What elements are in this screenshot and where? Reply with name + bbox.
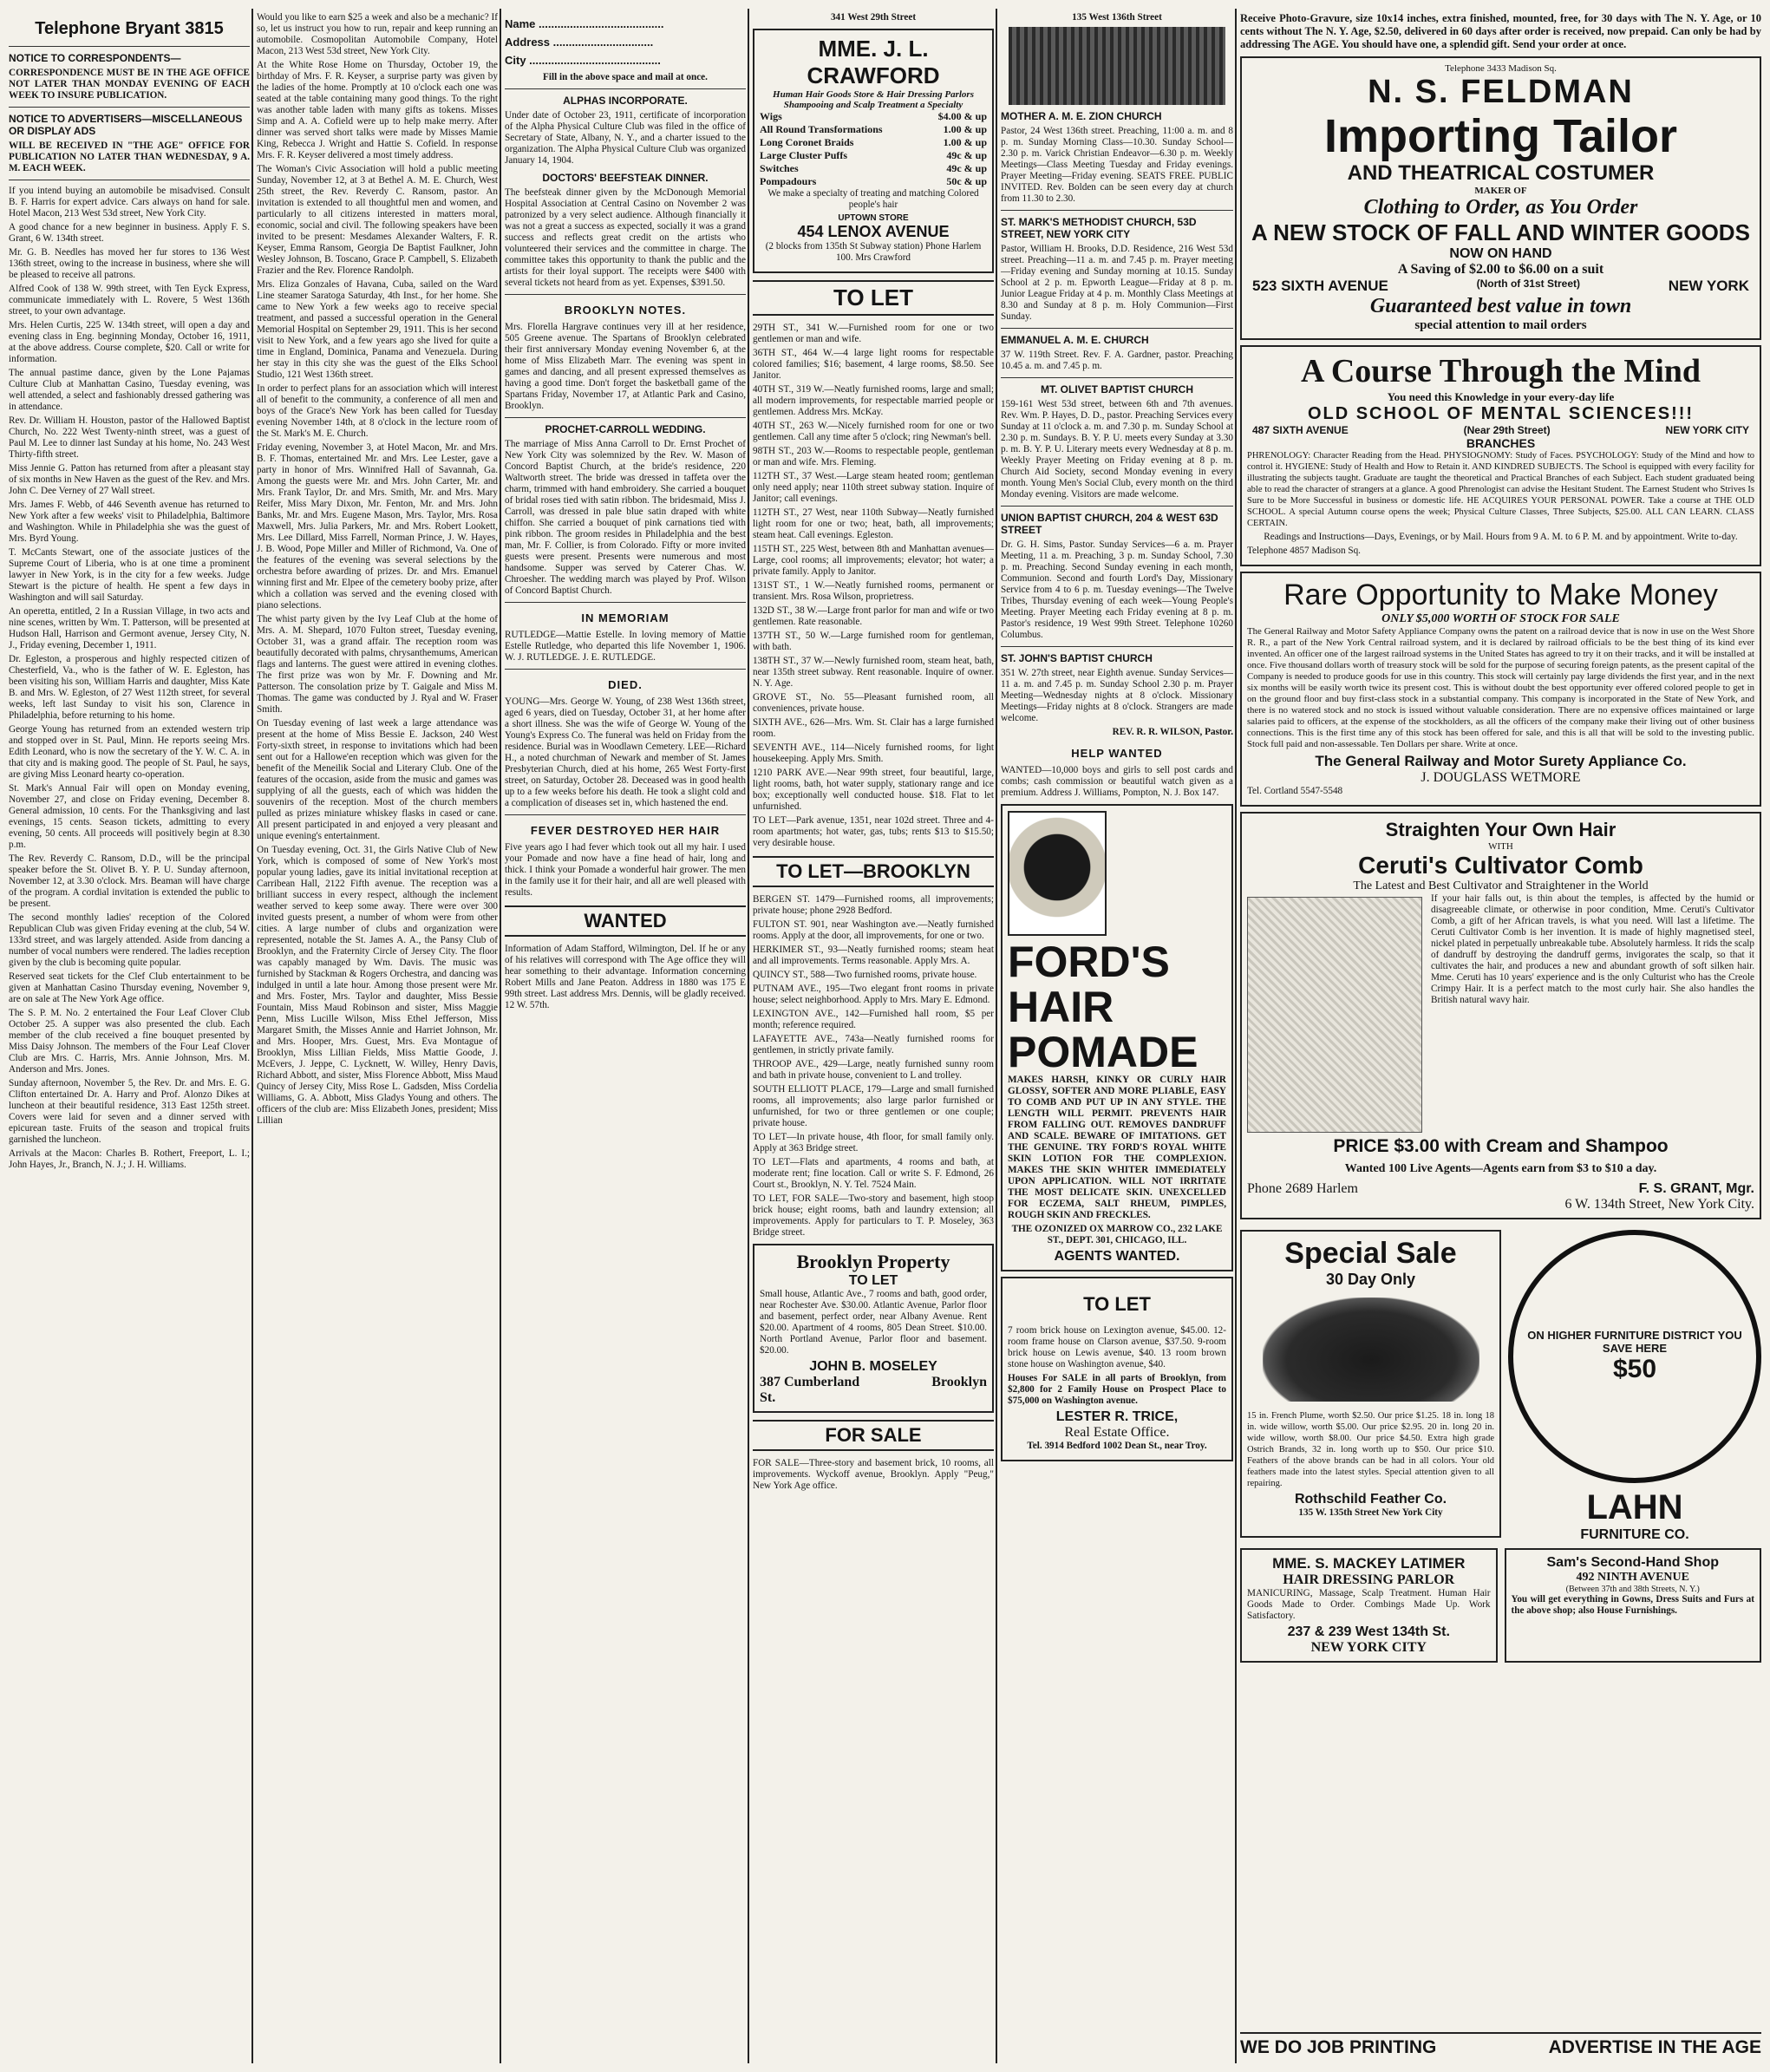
to-let-title: TO LET [753,280,994,316]
furniture-seal-icon [1508,1230,1761,1483]
doctors-text: The beefsteak dinner given by the McDonough Memorial Hospital Association at Central Casino on November 2 was patronized by a very select audience. Although financially it was not a great a success as expected, socially it was a grand success and reflects great credit on the artists who volunteered their services and the committee in charge. The committee takes this opportunity to thank the public and the artists for their loyal support. The receipts were $400 with several tickets not heard from as yet. Expenses, $391.50. [505,187,746,288]
church6-pastor: REV. R. R. WILSON, Pastor. [1112,727,1233,737]
comb-agents: Wanted 100 Live Agents—Agents earn from $3 to $10 a day. [1344,1162,1657,1175]
price-value: $4.00 & up [937,110,987,122]
feldman-near: (North of 31st Street) [1476,278,1580,290]
course-city: NEW YORK CITY [1665,424,1749,436]
column-4 [753,12,994,2060]
news-item: On Tuesday evening, Oct. 31, the Girls Native Club of New York, which is composed of some of New York's most popular young ladies, gave its initial invitational reception at Carribean Hall, 2122 Fifth avenue. The reception was a brilliant success in every respect, although the inclement weather served to keep some away. There were over 300 invited guests present, a number of whom were from other cities. A large number of clubs and organization were represented, notable the St. James A. A., the Pansy Club of Brooklyn, and the Fraternity Circle of Jersey City. The floor was capably managed by Wm. Davis. The music was furnished by Stackman & Rogers Orchestra, and dancing was indulged in until a late hour. Among those present were Mr. and Mrs. Foster, Mrs. Taylor and daughter, Miss Bessie Fountain, Miss Maud Robinson and sister, Miss Maggie Penn, Miss Lucille Wilson, Miss Ethel Jefferson, Miss Margaret Smith, the Misses Annie and Harriet Johnson, Mr. and Mrs. Hooper, Mrs. Guest, Mrs. Eva Montague of Brooklyn, Miss Lillian Fields, Miss Mattie Goode, J. McEvers, J. Jeppe, C. Lycknett, W. Willey, Henry Davis, Richard Abbott, and sister, Miss Florence Abbott, Miss Maud Quincy of Jersey City, Miss Rose L. Gadsden, Miss Cordelia Williams, G. A. Abbott, Miss Gladys Young and others. The officers of the club are: Miss Elizabeth Jones, president; Miss Lillian [257,845,498,1126]
rothschild-name: Rothschild Feather Co. [1294,1492,1447,1507]
crawford-address: 454 LENOX AVENUE [797,223,950,240]
news-item: Arrivals at the Macon: Charles B. Rothert, Freeport, L. I.; John Hayes, Jr., Branch, N. J.; J. H. Williams. [9,1148,250,1170]
to-let-listing: 115TH ST., 225 West, between 8th and Manhattan avenues—Large, cool rooms; all improvements; elevator; hot water; a private family. Apply to Janitor. [753,544,994,577]
feldman-city: NEW YORK [1668,278,1749,294]
news-item: Mr. G. B. Needles has moved her fur stores to 136 West 136th street, owing to the increase in business, where she will be pleased to receive all patrons. [9,247,250,280]
plumed-hat-icon [1263,1297,1479,1402]
price-row [760,149,987,162]
course-branches: BRANCHES [1466,436,1536,450]
news-item: Mrs. Helen Curtis, 225 W. 134th street, will open a day and evening class in Eng. beginning Monday, October 16, 1911, at the above address. Course complete, $20. Call or write for information. [9,320,250,364]
phone-header: Telephone Bryant 3815 [35,19,224,38]
church3-title: EMMANUEL A. M. E. CHURCH [1001,334,1149,346]
divider [505,602,746,603]
rothschild-address: 135 W. 135th Street New York City [1298,1507,1443,1518]
to-let-listing: 112TH ST., 37 West.—Large steam heated room; gentleman only need apply; near 110th street subway station. Inquire of Janitor; call evenings. [753,471,994,504]
news-item: T. McCants Stewart, one of the associate justices of the Supreme Court of Liberia, who is at one time a prominent lawyer in New York, is in the city for a few weeks. Judge Stewart is the picture of health. He spent a few days in Washington and will sail Saturday. [9,547,250,603]
news-item: Sunday afternoon, November 5, the Rev. Dr. and Mrs. E. G. Clifton entertained Dr. A. Harry and Prof. Alonzo Dikes at luncheon at their beautiful residence, 313 East 125th street. Covers were laid for seven and a dinner served with epicurean taste. Fruits of the season and tropical fruits garnished the luncheon. [9,1078,250,1145]
special-sale-ad [1240,1230,1501,1538]
news-item: Alfred Cook of 138 W. 99th street, with Ten Eyck Express, communicate immediately with L. Rovere, 5 West 136th street, to your own advantage. [9,284,250,317]
to-let-brooklyn-listing: HERKIMER ST., 93—Neatly furnished rooms; steam heat and all improvements. Terms reasonable. Apply Mrs. A. [753,944,994,966]
church6-text: 351 W. 27th street, near Eighth avenue. Sunday Services—11 a. m. and 7.45 p. m. Sunday School 2.30 p. m. Prayer Meeting—Wednesday nights at 8 o'clock. Missionary Meetings—Friday nights at 8 o'clock. Strangers are made welcome. [1001,668,1233,723]
to-let-listing: 98TH ST., 203 W.—Rooms to respectable people, gentleman or man and wife. Mrs. Fleming. [753,446,994,467]
died-title: DIED. [608,678,643,691]
memoriam-text: RUTLEDGE—Mattie Estelle. In loving memory of Mattie Estelle Rutledge, who departed this life November 1, 1906. W. J. RUTLEDGE. J. E. RUTLEDGE. [505,630,746,663]
feldman-title: Importing Tailor [1324,110,1677,162]
feldman-maker: MAKER OF [1474,186,1527,196]
church1-text: Pastor, 24 West 136th street. Preaching, 11:00 a. m. and 8 p. m. Sunday Morning Class—10.30. Sunday School—2.30 p. m. Varick Christian Endeavor—6.30 p. m. Weekly Meetings—Class Meeting Tuesday and Friday evenings. Prayer Meeting—Friday evening. SEATS FREE. PUBLIC INVITED. Rev. Bolden can be seen every day at church from 11.30 to 2.30. [1001,126,1233,204]
to-let-brooklyn-title: TO LET—BROOKLYN [753,856,994,887]
crawford-sub: Human Hair Goods Store & Hair Dressing Parlors [773,89,974,100]
price-value: 49c & up [946,149,987,161]
church5-title: UNION BAPTIST CHURCH, 204 & WEST 63D STREET [1001,512,1218,536]
comb-company: F. S. GRANT, Mgr. [1638,1181,1754,1196]
crawford-store: UPTOWN STORE [838,213,909,223]
rare-title: Rare Opportunity to Make Money [1283,578,1718,611]
to-let-listing: 112TH ST., 27 West, near 110th Subway—Neatly furnished light room for one or two; heat, bath, all improvements; steam heat. Call evenings. Egleston. [753,507,994,540]
wanted-text: Information of Adam Stafford, Wilmington, Del. If he or any of his relatives will correspond with The Age office they will hear something to their advantage. Information concerning Robert Mills and Jane Peaton. Address in 1880 was 175 E 99th street. Last address Mrs. Dennis, will be gladly received. 12 W. 57th. [505,944,746,1010]
to-let-brooklyn-listing: FULTON ST. 901, near Washington ave.—Neatly furnished rooms. Apply at the door, all improvements, for one or two. [753,919,994,941]
news-item: Mrs. Eliza Gonzales of Havana, Cuba, sailed on the Ward Line steamer Saratoga Saturday, 4th Inst., for her home. She came to New York a few weeks ago to receive special treatment, and passed a successful operation in the General Memorial Hospital on September 29, 1911. This is her second visit to New York, and a few years ago she lived for quite a time in England, Dominica, Panama and Venezuela. During her stay in this city she was the guest of the Elks School Studio, 121 West 136th street. [257,279,498,380]
brooklyn-notes-text: Mrs. Florella Hargrave continues very ill at her residence, 505 Greene avenue. The Spartans of Brooklyn celebrated their first anniversary Monday evening November 6, at the home of Miss Elizabeth Marr. The evening was spent in games and dancing, and all present expressed themselves as having a good time. Don't forget the basketball game of the Spartans Friday, November 17, at Atlantic Park and Casino, Brooklyn. [505,322,746,411]
crawford-sub2: Shampooing and Scalp Treatment a Specialty [783,100,963,110]
course-hours: Readings and Instructions—Days, Evenings, or by Mail. Hours from 9 A. M. to 6 P. M. and by appointment. Write to-day. [1264,532,1738,542]
news-item: Reserved seat tickets for the Clef Club entertainment to be given at Manhattan Casino Thursday evening, November 9, are on sale at The New York Age office. [9,971,250,1004]
to-let-brooklyn-ad [1001,1277,1233,1461]
latimer-text: MANICURING, Massage, Scalp Treatment. Human Hair Goods Made to Order. Combings Made Up. Work Satisfactory. [1247,1588,1491,1621]
memoriam-title: IN MEMORIAM [581,611,669,624]
doctors-title: DOCTORS' BEEFSTEAK DINNER. [542,172,709,184]
bottom-banner [1240,2032,1761,2058]
sam-title: Sam's Second-Hand Shop [1546,1555,1719,1570]
price-item: All Round Transformations [760,123,883,135]
church4-title: MT. OLIVET BAPTIST CHURCH [1041,383,1193,395]
column-rule [1235,9,1237,2063]
news-item: George Young has returned from an extended western trip and stopped over in St. Paul, Minn. He reports seeing Mrs. Edith Leonard, who is now the secretary of the Y. W. C. A. in that city and is making good. The people of St. Paul, he says, are giving Miss Leonard hearty co-operation. [9,724,250,780]
to-let-brooklyn-listing: THROOP AVE., 429—Large, neatly furnished sunny room and bath in private house, convenient to L and trolley. [753,1059,994,1081]
price-item: Switches [760,162,799,174]
feldman-address-row [1247,278,1754,295]
news-item: Mrs. James F. Webb, of 446 Seventh avenue has returned to New York after a few weeks' visit to Philadelphia, Baltimore and Washington. While in Philadelphia she was the guest of Mrs. Byrd Young. [9,500,250,544]
price-row [760,136,987,149]
sam-address: 492 NINTH AVENUE [1576,1571,1689,1584]
to-let-brooklyn-listing: TO LET—In private house, 4th floor, for small family only. Apply at 363 Bridge street. [753,1132,994,1154]
lahn-title: LAHN [1586,1488,1683,1526]
column-rule [748,9,749,2063]
seal-price: $50 [1612,1355,1657,1383]
sale-title: Special Sale [1284,1237,1457,1270]
divider [9,46,250,47]
price-row [760,175,987,188]
for-sale-title: FOR SALE [753,1420,994,1451]
church1-title: MOTHER A. M. E. ZION CHURCH [1001,110,1162,122]
divider [505,814,746,815]
moseley-address: 387 Cumberland St. [760,1375,860,1405]
price-value: 1.00 & up [943,123,987,135]
to-let-brooklyn-listing: TO LET—Flats and apartments, 4 rooms and bath, at moderate rent; fine location. Call or write S. F. Edmond, 26 Court st., Brooklyn, N. Y. Tel. 7524 Main. [753,1157,994,1190]
column-6 [1240,12,1761,2060]
fords-text: MAKES HARSH, KINKY OR CURLY HAIR GLOSSY, SOFTER AND MORE PLIABLE, EASY TO COMB AND PUT UP IN ANY STYLE. THE LENGTH WILL PERMIT. PREVENTS HAIR FROM FALLING OUT. REMOVES DANDRUFF AND SCALE. BEWARE OF IMITATIONS. GET THE GENUINE. TRY FORD'S ROYAL WHITE SKIN LOTION FOR THE COMPLEXION. MAKES THE SKIN WHITER IMMEDIATELY UPON APPLICATION. WILL NOT IRRITATE THE MOST DELICATE SKIN. UNEXCELLED FOR ECZEMA, SALT RHEUM, PIMPLES, ROUGH SKIN AND FRECKLES. [1008,1075,1226,1220]
feldman-ad [1240,56,1761,340]
to-let-listing: 1210 PARK AVE.—Near 99th street, four beautiful, large, light rooms, bath, hot water supply, stationary range and ice box; exceptionally well conducted house. $18. Flat to let unfurnished. [753,768,994,812]
comb-contact [1505,1181,1755,1212]
alphas-text: Under date of October 23, 1911, certificate of incorporation of the Alpha Physical Culture Club was filed in the office of Secretary of State, Albany, N. Y., and a charter issued to the organization. The Alpha Physical Culture Club was organized January 14, 1904. [505,110,746,166]
feldman-now: NOW ON HAND [1449,246,1552,261]
to-let2-title: TO LET [1083,1293,1151,1315]
latimer-sam-row [1240,1543,1761,1668]
to-let-brooklyn-listing: QUINCY ST., 588—Two furnished rooms, private house. [753,970,977,980]
news-item: An operetta, entitled, 2 In a Russian Village, in two acts and nine scenes, written by Wm. T. Patterson, will be presented at Hudson Hall, Harrison and Germont avenue, Jersey City, N. J., Friday evening, December 1, 1911. [9,606,250,650]
price-row [760,123,987,136]
to-let-listing: GROVE ST., No. 55—Pleasant furnished room, all conveniences, private house. [753,692,994,714]
to-let-listing: 131ST ST., 1 W.—Neatly furnished rooms, permanent or transient. Mrs. Rosa Wilson, proprietress. [753,580,994,602]
to-let-brooklyn-listing: SOUTH ELLIOTT PLACE, 179—Large and small furnished rooms, all improvements; also large parlor furnished or unfurnished, for two or three gentlemen or one couple; private house. [753,1084,994,1128]
woman-portrait-icon [1008,811,1107,936]
column-3 [505,12,746,2060]
brooklyn-property-sub: TO LET [848,1273,898,1288]
news-item: The Rev. Reverdy C. Ransom, D.D., will be the principal speaker before the St. Olivet B. Y. P. U. Sunday afternoon, November 12, at 3.30 o'clock. Mrs. Beaman will have charge of the program. A cordial invitation is extended the public to be present. [9,853,250,909]
sale-text: 15 in. French Plume, worth $2.50. Our price $1.25. 18 in. long 18 in. wide willow, worth $5.00. Our price $2.95. 20 in. long 20 in. wide willow, worth $8.00. Our price $4.50. Extra high grade Ostrich Brands, 32 in. long worth up to $50. Our price $10. Feathers of the above brands can be had in all colors. Your old feathers made into the latest styles. Special attention given to all repairing. [1247,1411,1494,1488]
job-printing-banner: WE DO JOB PRINTING [1240,2037,1437,2057]
rare-text: The General Railway and Motor Safety Appliance Company owns the patent on a railroad device that is now in use on the West Shore R. R., a part of the New York Central railroad system, and it is declared by railroad officials to be the best thing of its kind ever invented. An officer one of the largest railroad systems in the United States has agreed to try it on their tracks, and it will be installed at once. Five thousand dollars worth of treasury stock will be sold for the purpose of securing foreign patents, as the present capital of the Company is needed to produce goods for use in this country. This stock will certainly pay large dividends the first year, and in the next six months will be easily worth twice its present cost. This is without doubt the best opportunity ever offered colored people to get in on the ground floor and buy first-class stock in a substantial company. This company is incorporated in the State of New York, and there is no watered stock and no stock is issued without valuable consideration. There are no expensive offices maintained or large salaries paid to officers, at the expense of the stockholders, as all the officers of the company make their living out of other business connections. This is the first time any of this stock has been offered for sale, and this is all that will be sold to the investing public. Stock full paid and non-assessable. Ten Dollars per share. Write at once. [1247,626,1754,749]
price-row [760,162,987,175]
fords-agents: AGENTS WANTED. [1054,1249,1180,1264]
news-item: The Woman's Civic Association will hold a public meeting Sunday, November 12, at 3 at Bethel A. M. E. Church, West 25th street, the Rev. Reverdy C. Ransom, pastor. An invitation is extended to all thoughtful men and women, and particularly to all citizens interested in matters moral, economic, social and civil. The following speakers have been invited to be present: Mesdames Alexander Walters, F. R. Keyser, Emma Ransom, Georgia De Baptist Faulkner, John Wesley Johnson, B. Toscano, Grace P. Campbell, S. Elizabeth Frazier and the Rev. Florence Randolph. [257,164,498,276]
col2-news-items [257,12,498,1127]
divider [505,88,746,89]
news-item: Dr. Egleston, a prosperous and highly respected citizen of Chesterfield, Va., who is the father of W. E. Egleston, has been visiting his son, William Harris and daughter, Miss Kate B. and Mrs. W. Egleston, of 27 West 112th street, for several weeks, left last Sunday to visit his son, Clarence in Philadelphia, before returning to his home. [9,654,250,721]
sale-furniture-row [1240,1225,1761,1543]
column-5 [1001,12,1233,2060]
church-top-text: 135 West 136th Street [1072,12,1162,23]
brooklyn-property-title: Brooklyn Property [796,1251,950,1272]
feldman-clothing: Clothing to Order, as You Order [1363,196,1638,219]
moseley-name: JOHN B. MOSELEY [809,1359,937,1374]
comb-phone: Phone 2689 Harlem [1247,1181,1358,1196]
news-item: Would you like to earn $25 a week and also be a mechanic? If so, let us instruct you how to run, repair and keep running an automobile. Cosmopolitan Automobile Company, Hotel Macon, 213 West 53d street, New York City. [257,12,498,56]
photogravure-offer: Receive Photo-Gravure, size 10x14 inches, extra finished, mounted, free, for 30 days with The N. Y. Age, or 10 cents without The N. Y. Age, $2.50, delivered in 60 days after order is received, now prepaid. Can only be had by addressing The AGE. You should have one, a splendid gift. Send your order at once. [1240,12,1761,50]
rare-opportunity-ad [1240,572,1761,807]
course-address-row [1247,424,1754,436]
to-let2-sale: Houses For SALE in all parts of Brooklyn, from $2,800 for 2 Family House on Prospect Place to $75,000 on Washington avenue. [1008,1373,1226,1406]
crawford-ad [753,29,994,273]
column-rule [251,9,253,2063]
notice-advertisers-title: NOTICE TO ADVERTISERS—MISCELLANEOUS OR DISPLAY ADS [9,113,243,137]
sam-ad [1505,1548,1762,1663]
crawford-name: MME. J. L. CRAWFORD [807,36,940,88]
to-let-brooklyn-listing: PUTNAM AVE., 195—Two elegant front rooms in private house; select neighborhood. Apply to Mrs. Mary E. Edmond. [753,984,994,1005]
church3-text: 37 W. 119th Street. Rev. F. A. Gardner, pastor. Preaching 10.45 a. m. and 7.45 p. m. [1001,350,1233,371]
comb-title: Ceruti's Cultivator Comb [1358,852,1643,879]
course-near: (Near 29th Street) [1463,424,1551,436]
to-let-listing: 29TH ST., 341 W.—Furnished room for one or two gentlemen or man and wife. [753,323,994,344]
help-wanted-title: HELP WANTED [1071,747,1163,760]
col1-news-items [9,186,250,1171]
latimer-name: MME. S. MACKEY LATIMER [1272,1555,1466,1572]
to-let-listing: 132D ST., 38 W.—Large front parlor for man and wife or two gentlemen. Rate reasonable. [753,605,994,627]
fever-text: Five years ago I had fever which took out all my hair. I used your Pomade and now have a fine head of hair, long and thick. I think your Pomade a wonderful hair grower. The men in the family use it for their hair, and all are well pleased with results. [505,842,746,898]
church4-text: 159-161 West 53d street, between 6th and 7th avenues. Rev. Wm. P. Hayes, D. D., pastor. Preaching Services every Sunday at 11 o'clock a. m. and 7.30 p. m. Sunday School at 2.30 p. m. Sundays. B. Y. P. U. meets every Sunday at 3.30 p. m. B. Y. P. U. Literary meets every Wednesday at 8 p. m. Weekly Prayer Meeting on Friday evening at 8 p. m. Church Aid Society, second Monday evening in every month. Young Men's Social Club, every month on the third Monday evening. Visitors are made welcome. [1001,399,1233,500]
wedding-title: PROCHET-CARROLL WEDDING. [545,423,706,435]
news-item: The second monthly ladies' reception of the Colored Republican Club was given Friday evening at the club, 54 W. 133rd street, and was largely attended. Aside from dancing a number of vocal numbers were rendered. The ladies reception given by the club is becoming quite popular. [9,912,250,968]
to-let-brooklyn-listing: LAFAYETTE AVE., 743a—Neatly furnished rooms for gentlemen, in strictly private family. [753,1034,994,1056]
price-item: Long Coronet Braids [760,136,854,148]
trice-tel: Tel. 3914 Bedford 1002 Dean St., near Troy. [1027,1441,1207,1451]
notice-advertisers-text: WILL BE RECEIVED IN "THE AGE" OFFICE FOR PUBLICATION NO LATER THAN WEDNESDAY, 9 A. M. EACH WEEK. [9,141,250,173]
news-item: The annual pastime dance, given by the Lone Pajamas Culture Club at Manhattan Casino, Tuesday evening, was well attended, a select and fashionably dressed gathering was in attendance. [9,368,250,412]
lahn-sub: FURNITURE CO. [1580,1527,1689,1542]
church2-title: ST. MARK'S METHODIST CHURCH, 53D STREET, NEW YORK CITY [1001,216,1197,240]
to-let-listing: 40TH ST., 263 W.—Nicely furnished room for one or two gentlemen. Call any time after 5 o'clock; ring Newman's bell. [753,421,994,442]
to-let-brooklyn-listing: BERGEN ST. 1479—Furnished rooms, all improvements; private house; phone 2928 Bedford. [753,894,994,916]
fords-company: THE OZONIZED OX MARROW CO., 232 LAKE ST., DEPT. 301, CHICAGO, ILL. [1011,1224,1223,1245]
comb-sub: The Latest and Best Cultivator and Straightener in the World [1353,879,1649,892]
news-item: The whist party given by the Ivy Leaf Club at the home of Mrs. A. M. Shepard, 1070 Fulton street, Tuesday evening, October 31, was a grand affair. The reception room was beautifully decorated with palms, chrysanthemums, American flags and lanterns. The guest were attired in evening clothes. The first prize was won by Mr. F. Downing and Mr. Patterson. The consolation prize by T. Gaigale and Miss M. Thomas. The game was conducted by J. Ryal and W. Fraser Smith. [257,614,498,715]
feldman-saving: A Saving of $2.00 to $6.00 on a suit [1397,262,1604,277]
to-let-listing: 137TH ST., 50 W.—Large furnished room for gentleman, with bath. [753,631,994,652]
column-rule [996,9,997,2063]
divider [1001,210,1233,211]
lahn-furniture-ad [1508,1225,1761,1543]
feldman-name: N. S. FELDMAN [1368,74,1634,110]
course-tel: Telephone 4857 Madison Sq. [1247,546,1361,556]
course-address: 487 SIXTH AVENUE [1252,424,1349,436]
wedding-text: The marriage of Miss Anna Carroll to Dr. Ernst Prochet of New York City was solemnized by the Rev. W. Mason of Concord Baptist Church, at the bride's residence, 220 Waltworth street. The bride was dressed in taffeta over the charm, trimmed with hand embroidery. She carried a bouquet of bridal roses tied with satin ribbon. The bridesmaid, Miss J. Carroll, was dressed in pale blue satin draped with white chiffon. She carried a bouquet of pink carnations tied with pink ribbon. The groom resides in Philadelphia and the best man, Mr. F. Collier, is from Colorado. Fifty or more invited guests were present. Presents were numerous and most handsome. Supper was served by Caterer Chas. W. Chroesher. The wedding march was played by Prof. Wilson of Concord Baptist Church. [505,439,746,596]
fever-title: FEVER DESTROYED HER HAIR [530,824,721,837]
seal-text: ON HIGHER FURNITURE DISTRICT YOU SAVE HERE [1527,1329,1742,1355]
news-item: Miss Jennie G. Patton has returned from after a pleasant stay of six months in New Haven as the guest of the Rev. and Mrs. John C. Dee Verney of 27 Wall street. [9,463,250,496]
feldman-phone: Telephone 3433 Madison Sq. [1445,63,1557,74]
course-text: PHRENOLOGY: Character Reading from the Head. PHYSIOGNOMY: Study of Faces. PSYCHOLOGY: Study of the Mind and how to control it. HYGIENE: Study of Health and How to Retain it. AND KINDRED SUBJECTS. The School is equipped with every facility for illustrating the subjects taught. Graduate are taught the theoretical and Practical Branches of each Subject. Each student graduated being able to read the character of strangers at a glance. A good Phrenologist can advise the Hesitant Student. The Earnest Student who Strives Is Sure to be More Successful in business or domestic life. HE ACQUIRES YOUR PERSONAL POWER. Take a course at THE OLD SCHOOL. A special Autumn course opens the week; Physical Culture Classes, Three Subjects, $25.00. ALL CAN LEARN. CLASS CERTAIN. [1247,451,1754,528]
price-item: Pompadours [760,175,817,187]
subscribe-name[interactable]: Name ........................................ [505,17,664,30]
feldman-mail: special attention to mail orders [1414,318,1587,332]
price-value: 1.00 & up [943,136,987,148]
course-title: A Course Through the Mind [1300,353,1701,389]
crawford-price-list [760,110,987,188]
fords-title: FORD'S HAIR POMADE [1008,938,1199,1076]
divider [505,669,746,670]
subscribe-address[interactable]: Address ................................ [505,36,654,49]
woman-illustration-icon [1247,897,1422,1133]
column-1 [9,12,250,2060]
brooklyn-notes-title: BROOKLYN NOTES. [564,304,687,317]
news-item: Rev. Dr. William H. Houston, pastor of the Hallowed Baptist Church, No. 222 West Twenty-ninth street, was a guest of Paul M. Lee to dinner last Sunday at his home, No. 243 West Thirty-fifth street. [9,415,250,460]
trice-name: LESTER R. TRICE, [1055,1409,1179,1424]
church6-title: ST. JOHN'S BAPTIST CHURCH [1001,652,1153,664]
to-let-listing: TO LET—Park avenue, 1351, near 102d street. Three and 4-room apartments; hot water, gas, tubs; rents $13 to $15.50; very desirable house. [753,815,994,848]
advertise-banner: ADVERTISE IN THE AGE [1548,2037,1761,2057]
help-wanted-text: WANTED—10,000 boys and girls to sell post cards and combs; cash commission or beautiful watch given as a premium. Address J. Williams, Pompton, N. J. Box 147. [1001,765,1233,798]
notice-correspondents-title: NOTICE TO CORRESPONDENTS— [9,52,181,64]
ceruti-comb-ad [1240,812,1761,1219]
price-row [760,110,987,123]
price-item: Large Cluster Puffs [760,149,848,161]
moseley-city: Brooklyn [931,1375,987,1389]
column-2 [257,12,498,2060]
died-text: YOUNG—Mrs. George W. Young, of 238 West 136th street, aged 6 years, died on Tuesday, October 31, at her home after a short illness. She was the wife of George W. Young of the Young's Express Co. The funeral was held on Friday from the residence. Burial was in Woodlawn Cemetery. LEE—Richard H., a noted churchman of Newark and member of St. James Presbyterian Church, died at his home, 265 West Forty-first street, on Saturday, October 28. Deceased was in good health up to a few weeks before his death. He took a slight cold and a complication of diseases set in, which hastened the end. [505,696,746,808]
divider [505,294,746,295]
comb-text: If your hair falls out, is thin about the temples, is affected by the humid or disagreeable climate, or otherwise in poor condition, Mme. Ceruti's Cultivator Comb, a gift of her African travels, is what you need. Will last a lifetime. The Ceruti Cultivator Comb is her invention. It is made of highly magnetised steel, nickel plated in perpetually unbreakable tube. Absolutely harmless. It rids the scalp of dandruff by destroying the dandruff germs, invigorates the scalp, so that it cultivates the hair, and produces a new and abundant growth of soft silken hair. Mme. Ceruti has 10 years' experience and is the only Culturist who has the Creole Crimpy Hair. It is a perfect match to the most curly hair. She also handles the British natural wavy hair. [1431,893,1754,1005]
church2-text: Pastor, William H. Brooks, D.D. Residence, 216 West 53d street. Preaching—11 a. m. and 7.45 p. m. Prayer meeting—Friday evening and Sunday morning at 10.15. Sunday School at 2 p. m. Epworth League—Friday at 8 p. m. Junior League Friday at 4 p. m. Monthly Class Meetings at 8.30 and Sunday at 8 p. m. Holy Communion—First Sunday. [1001,244,1233,322]
course-school: OLD SCHOOL OF MENTAL SCIENCES!!! [1307,404,1695,423]
divider [1001,328,1233,329]
latimer-sub: HAIR DRESSING PARLOR [1283,1572,1455,1587]
news-item: The S. P. M. No. 2 entertained the Four Leaf Clover Club October 25. A supper was also presented the club. Each member of the club received a fine bouquet presented by Miss Daisy Johnson. The members of the Four Leaf Clover Club are Mrs. C. Harris, Mrs. Annie Johnson, Mrs. M. Anderson and Mrs. Jones. [9,1008,250,1075]
to-let-brooklyn-listing: TO LET, FOR SALE—Two-story and basement, high stoop brick house; eight rooms, bath and laundry extension; all improvements. Apply for particulars to T. P. Moseley, 363 Bridge street. [753,1193,994,1238]
to-let-listing: 36TH ST., 464 W.—4 large light rooms for respectable colored families; $16; basement, 4 large rooms, $8.50. See Janitor. [753,348,994,381]
news-item: A good chance for a new beginner in business. Apply F. S. Grant, 6 W. 134th street. [9,222,250,244]
rare-person: J. DOUGLASS WETMORE [1421,770,1581,785]
crawford-note: We make a specialty of treating and matching Colored people's hair [767,188,979,210]
news-item: On Tuesday evening of last week a large attendance was present at the home of Miss Bessie E. Jackson, 240 West Forty-sixth street, in response to invitations which had been sent out for a Hallowe'en reception which was given for the benefit of the Meneilik Social and Literary Club. One of the features of the occasion, aside from the music and games was supplying of all the guests, each of which was hidden the souvenirs of the reception. Most of the church members pulled as prizes miniature whiskey flasks in cased or cane. All present participated in and enjoyed a very pleasant and unique evening's entertainment. [257,718,498,841]
divider [505,417,746,418]
feldman-stock: A NEW STOCK OF FALL AND WINTER GOODS [1251,219,1750,245]
wanted-title: WANTED [505,905,746,937]
to-let-listing: 40TH ST., 319 W.—Neatly furnished rooms, large and small; all modern improvements, for respectable married people or gentlemen. Address Mrs. McKay. [753,384,994,417]
divider [9,107,250,108]
to-let2-text: 7 room brick house on Lexington avenue, $45.00. 12-room frame house on Clarson avenue, $37.50. 9-room brick house on Lewis avenue, $40. 13 room brown stone house on Washington avenue, $40. [1008,1325,1226,1369]
to-let-listing: SEVENTH AVE., 114—Nicely furnished rooms, for light housekeeping. Apply Mrs. Smith. [753,742,994,764]
sam-text: You will get everything in Gowns, Dress Suits and Furs at the above shop; also House Furnishings. [1511,1594,1754,1616]
rare-tel: Tel. Cortland 5547-5548 [1247,786,1343,796]
column-rule [500,9,501,2063]
feldman-sub: AND THEATRICAL COSTUMER [1347,161,1655,185]
for-sale-text: FOR SALE—Three-story and basement brick, 10 rooms, all improvements. Wyckoff avenue, Brooklyn. Apply "Peug," New York Age office. [753,1458,994,1491]
church5-text: Dr. G. H. Sims, Pastor. Sunday Services—6 a. m. Prayer Meeting, 11 a. m. Preaching, 3 p. m. Sunday School, 7.30 p. m. Preaching. Second Sunday evening in each month, Communion. Second and fourth Lord's Day, Missionary Service from 4 to 6 p. m. Tuesday evenings—The Twelve Tribes, Thursday evening of each week—Young People's Meeting. Prayer Meeting each Friday evening at 8 p. m. Pastor's residence, 19 West 99th Street. Telephone 10260 Columbus. [1001,539,1233,640]
moseley-address-row [760,1375,987,1406]
comb-price: PRICE $3.00 with Cream and Shampoo [1333,1136,1669,1156]
crawford-directions: (2 blocks from 135th St Subway station) Phone Harlem 100. Mrs Crawford [765,241,982,263]
price-item: Wigs [760,110,782,122]
latimer-city: NEW YORK CITY [1310,1640,1427,1655]
to-let-brooklyn-listing: LEXINGTON AVE., 142—Furnished hall room, $5 per month; reference required. [753,1009,994,1030]
brooklyn-property-ad [753,1244,994,1413]
brooklyn-property-text: Small house, Atlantic Ave., 7 rooms and bath, good order, near Rochester Ave. $30.00. Atlantic Avenue, Parlor floor and basement, perfect order, near Albany Avenue. Rent $20.00. Apartment of 4 rooms, 805 Dean Street. $10.00. North Portland Avenue, Parlor floor and basement. $20.00. [760,1289,987,1356]
subscribe-city[interactable]: City .......................................... [505,54,661,67]
comb-address: 6 W. 134th Street, New York City. [1564,1197,1754,1212]
fords-ad [1001,804,1233,1271]
news-item: Friday evening, November 3, at Hotel Macon, Mr. and Mrs. B. F. Thomas, entertained Mr. and Mrs. Lee Lester, gave a party in honor of Mrs. Winnifred Hall of Savannah, Ga. Among the guests were Mr. and Mrs. John Carter, Mr. and Mrs. Frank Taylor, Dr. and Mrs. Smith, Mr. and Mrs. Mary Reifer, Miss Mary Dixon, Mr. Fenton, Mr. and Mrs. John Banks, Mr. and Mrs. Eugene Mason, Mrs. Taylor, Mrs. Rosa Maxwell, Mrs. Julia Parkers, Mr. and Mrs. Robert Lookett, Mrs. Lee Dillard, Miss Farrell, Norman Prince, J. W. Hayes, J. B. Wood, Pope Miller and Miller of Richmond, Va. One of the features of the evening was several selections by the orchestra before awarding of prizes. Dr. and Mrs. Emanuel winning first and Mr. Elpee of the cemetery booby prize, after which a collation was served and the evening closed with piano selections. [257,442,498,611]
price-value: 50c & up [946,175,987,187]
to-let-listing: SIXTH AVE., 626—Mrs. Wm. St. Clair has a large furnished room. [753,717,994,739]
course-ad [1240,345,1761,566]
trice-sub: Real Estate Office. [1064,1425,1170,1440]
rare-sub: ONLY $5,000 WORTH OF STOCK FOR SALE [1381,612,1620,625]
notice-correspondents-text: CORRESPONDENCE MUST BE IN THE AGE OFFICE NOT LATER THAN MONDAY EVENING OF EACH WEEK TO INSURE PUBLICATION. [9,68,250,101]
to-let-list [753,323,994,849]
news-item: In order to perfect plans for an association which will interest all of benefit to the community, a conference of all men and boys of the Grace's New York has been called for Tuesday evening November 14th, at 8 o'clock in the lecture room of the St. Mark's M. E. Church. [257,383,498,439]
divider [1001,646,1233,647]
news-item: At the White Rose Home on Thursday, October 19, the birthday of Mrs. F. R. Keyser, a surprise party was given by the ladies of the home. Promptly at 10 o'clock each one was seated at the table containing many good things. To the right was another table laden with many gifts as tokens. Misses Simp and A. A. Cofield were up to help make merry. After dinner was served short talks were made by Misses Mamie King, Rebecca J. Wright and Hattie S. Cofield. In response Mrs. F. R. Keyser delivered a most timely address. [257,60,498,160]
comb-pre: Straighten Your Own Hair [1385,819,1617,840]
news-item: If you intend buying an automobile be misadvised. Consult B. F. Harris for expert advice. Cars always on hand for sale. Hotel Macon, 213 West 53d street, New York City. [9,186,250,219]
latimer-ad [1240,1548,1498,1663]
to-let-listing: 138TH ST., 37 W.—Newly furnished room, steam heat, bath, near 135th street subway. Rent reasonable. Inquire of owner. N. Y. Age. [753,656,994,689]
comb-with: WITH [1488,841,1513,852]
feldman-guarantee: Guaranteed best value in town [1369,295,1632,317]
sale-sub: 30 Day Only [1325,1271,1416,1288]
latimer-address: 237 & 239 West 134th St. [1287,1624,1450,1639]
church-photo [1009,27,1225,105]
feldman-address: 523 SIXTH AVENUE [1252,278,1388,294]
divider [1001,506,1233,507]
to-let-brooklyn-list [753,894,994,1239]
crawford-top-note: 341 West 29th Street [830,12,917,23]
course-sub: You need this Knowledge in your every-day life [1387,390,1615,403]
news-item: St. Mark's Annual Fair will open on Monday evening, November 27, and close on Friday evening, December 8. General admission, 10 cents. For the Thanksgiving and last evenings, 15 cents. Season tickets, admitting to every evening, 50 cents. All proceeds will positively begin at 8.30 p.m. [9,783,250,850]
divider [1001,377,1233,378]
alphas-title: ALPHAS INCORPORATE. [563,95,688,107]
comb-contact-row [1247,1181,1754,1212]
price-value: 49c & up [946,162,987,174]
subscribe-note: Fill in the above space and mail at once. [543,72,708,82]
rare-company: The General Railway and Motor Surety Appliance Co. [1315,753,1687,769]
sam-between: (Between 37th and 38th Streets, N. Y.) [1565,1585,1700,1594]
